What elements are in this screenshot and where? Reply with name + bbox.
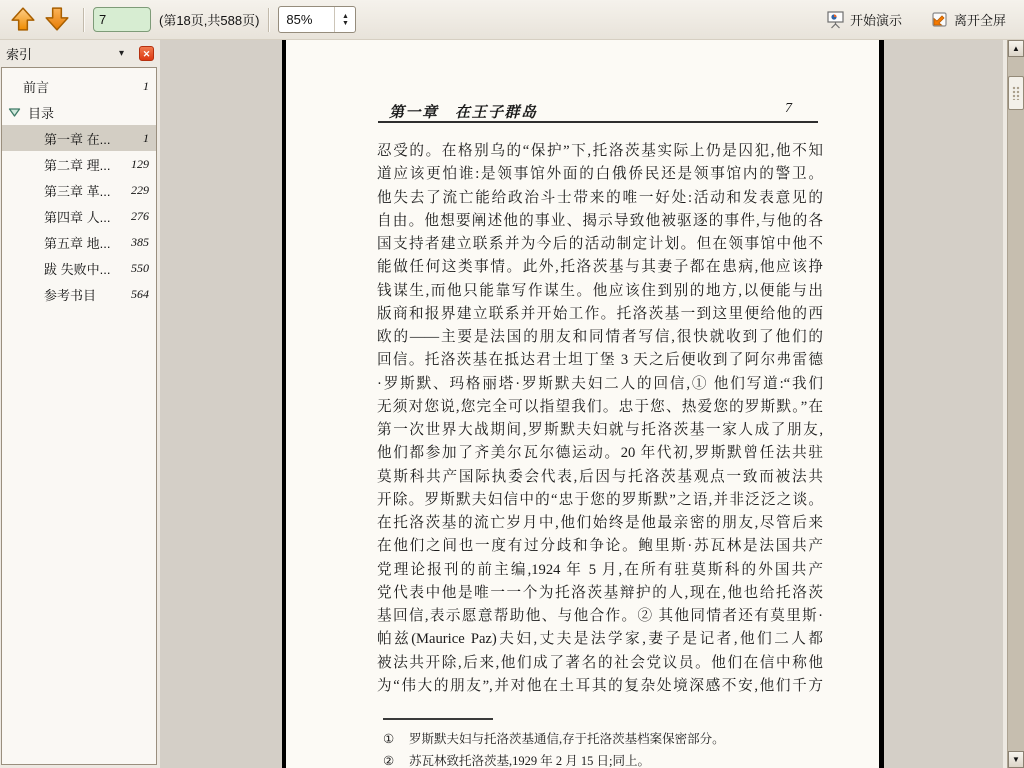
item-page: 1 [143, 130, 149, 145]
expander-triangle-icon[interactable] [8, 106, 21, 119]
text-line: 自由。他想要阐述他的事业、揭示导致他被驱逐的事件,与他的各 [377, 212, 823, 229]
item-page: 1 [143, 78, 149, 93]
item-page: 564 [131, 286, 149, 301]
toolbar-right-group [820, 9, 1024, 30]
sidebar-item-bibliography[interactable] [2, 281, 156, 307]
item-label: 第一章 在... [44, 131, 111, 147]
item-label: 参考书目 [44, 287, 97, 303]
sidebar-item-chapter-4[interactable] [2, 203, 156, 229]
item-page: 229 [131, 182, 149, 197]
zoom-stepper[interactable] [334, 7, 355, 32]
text-line: 为“伟大的朋友”,并对他在土耳其的复杂处境深感不安,他们千方 [377, 677, 823, 694]
item-label: 第三章 革... [44, 183, 111, 199]
item-page: 385 [131, 234, 149, 249]
sidebar-header [0, 40, 160, 67]
item-page: 129 [131, 156, 149, 171]
item-label: 第五章 地... [44, 235, 111, 251]
text-line: 他失去了流亡能给政治斗士带来的唯一好处:活动和发表意见的 [377, 189, 823, 206]
footnote-text: 苏瓦林致托洛茨基,1929 年 2 月 15 日;同上。 [409, 754, 650, 768]
text-line: 钱谋生,而他只能靠写作谋生。他应该住到别的地方,以便能与出 [377, 282, 823, 299]
text-line: 能做任何这类事情。此外,托洛茨基与其妻子都在患病,他应该挣 [377, 259, 823, 276]
text-line: 莫斯科共产国际执委会代表,后因与托洛茨基观点一致而被法共 [377, 468, 823, 485]
item-label: 第二章 理... [44, 157, 111, 173]
text-line: 被法共开除,后来,他们成了著名的社会党议员。他们在信中称他 [377, 654, 823, 671]
item-label: 前言 [23, 79, 50, 95]
footnote-separator [383, 718, 493, 720]
sidebar-item-chapter-2[interactable] [2, 151, 156, 177]
sidebar-item-preface[interactable] [2, 73, 156, 99]
sidebar-close-button[interactable] [139, 46, 154, 61]
up-arrow-icon [10, 6, 36, 32]
text-line: ·罗斯默、玛格丽塔·罗斯默夫妇二人的回信,① 他们写道:“我们 [377, 375, 823, 392]
footnote-1 [383, 728, 823, 750]
footnote-2 [383, 750, 823, 768]
text-line: 帕兹(Maurice Paz)夫妇,丈夫是法学家,妻子是记者,他们二人都 [377, 631, 823, 648]
sidebar-item-epilogue[interactable] [2, 255, 156, 281]
page-number-input[interactable] [93, 7, 151, 32]
close-icon: ✕ [142, 48, 151, 59]
leave-fullscreen-button[interactable] [924, 9, 1012, 30]
presentation-screen-icon [826, 10, 845, 29]
text-line: 他们都参加了齐美尔瓦尔德运动。20 年代初,罗斯默曾任法共驻 [377, 445, 823, 462]
item-label: 目录 [28, 105, 55, 121]
item-page: 276 [131, 208, 149, 223]
running-header-page-number: 7 [785, 101, 792, 116]
scroll-down-icon: ▼ [1012, 755, 1020, 764]
item-label: 第四章 人... [44, 209, 111, 225]
header-rule [378, 121, 818, 123]
text-line: 开除。罗斯默夫妇信中的“忠于您的罗斯默”之语,并非泛泛之谈。 [377, 491, 823, 508]
scroll-up-icon: ▲ [1012, 44, 1020, 53]
text-line: 版商和报界建立联系并开始工作。托洛茨基一到这里便给他的西 [377, 305, 823, 322]
page-body-text [377, 140, 823, 698]
page-status-label: (第18页,共588页) [159, 13, 260, 28]
leave-fullscreen-icon [930, 10, 949, 29]
scrollbar-thumb[interactable] [1008, 76, 1024, 110]
text-line: 在他们之间也一度有过分歧和争论。鲍里斯·苏瓦林是法国共产 [377, 538, 823, 555]
next-page-button[interactable] [40, 4, 74, 36]
item-label: 跋 失败中... [44, 261, 111, 277]
spinner-down-icon[interactable]: ▼ [341, 19, 349, 27]
footnote-marker: ② [383, 754, 395, 768]
index-tree [1, 67, 157, 765]
sidebar-item-chapter-5[interactable] [2, 229, 156, 255]
vertical-scrollbar[interactable] [1007, 40, 1024, 768]
sidebar [0, 40, 160, 768]
leave-fullscreen-label: 离开全屏 [953, 13, 1006, 28]
down-arrow-icon [44, 6, 70, 32]
text-line: 基回信,表示愿意帮助他、与他合作。② 其他同情者还有莫里斯· [377, 608, 823, 624]
toolbar [0, 0, 1024, 40]
spinner-up-icon[interactable]: ▲ [341, 12, 349, 20]
start-presentation-label: 开始演示 [849, 13, 902, 28]
item-page: 550 [131, 260, 149, 275]
text-line: 在托洛茨基的流亡岁月中,他们始终是他最亲密的朋友,尽管后来 [377, 515, 823, 531]
sidebar-title[interactable]: 索引 [6, 47, 33, 62]
zoom-value: 85% [286, 12, 313, 27]
footnote-marker: ① [383, 732, 395, 746]
sidebar-item-chapter-1[interactable] [2, 125, 156, 151]
chevron-down-icon[interactable]: ▾ [118, 48, 124, 59]
document-canvas[interactable] [160, 40, 1003, 768]
footnote-text: 罗斯默夫妇与托洛茨基通信,存于托洛茨基档案保密部分。 [409, 732, 725, 746]
sidebar-item-toc[interactable] [2, 99, 156, 125]
text-line: 欧的——主要是法国的朋友和同情者写信,很快就收到了他们的 [377, 329, 823, 345]
scroll-down-button[interactable] [1008, 751, 1024, 768]
text-line: 忍受的。在格别乌的“保护”下,托洛茨基实际上仍是囚犯,他不知 [377, 143, 823, 159]
text-line: 党理论报刊的前主编,1924 年 5 月,在所有驻莫斯科的外国共产 [377, 561, 823, 578]
sidebar-item-chapter-3[interactable] [2, 177, 156, 203]
text-line: 党代表中他是唯一一个为托洛茨基辩护的人,现在,他也给托洛茨 [377, 584, 823, 601]
start-presentation-button[interactable] [820, 9, 908, 30]
toolbar-separator [268, 8, 269, 32]
zoom-spinner[interactable] [278, 6, 356, 33]
text-line: 无须对您说,您完全可以指望我们。忠于您、热爱您的罗斯默。”在 [377, 398, 823, 415]
text-line: 道应该更怕谁:是领事馆外面的白俄侨民还是领事馆内的警卫。 [377, 166, 823, 183]
previous-page-button[interactable] [6, 4, 40, 36]
book-page [282, 40, 884, 768]
footnotes [383, 728, 823, 768]
text-line: 第一次世界大战期间,罗斯默夫妇就与托洛茨基一家人成了朋友, [377, 422, 823, 438]
running-header-title: 第一章 在王子群岛 [389, 105, 538, 121]
scroll-up-button[interactable] [1008, 40, 1024, 57]
text-line: 回信。托洛茨基在抵达君士坦丁堡 3 天之后便收到了阿尔弗雷德 [377, 352, 823, 369]
text-line: 国支持者建立联系并为今后的活动制定计划。但在领事馆中他不 [377, 236, 823, 252]
toolbar-separator [83, 8, 84, 32]
